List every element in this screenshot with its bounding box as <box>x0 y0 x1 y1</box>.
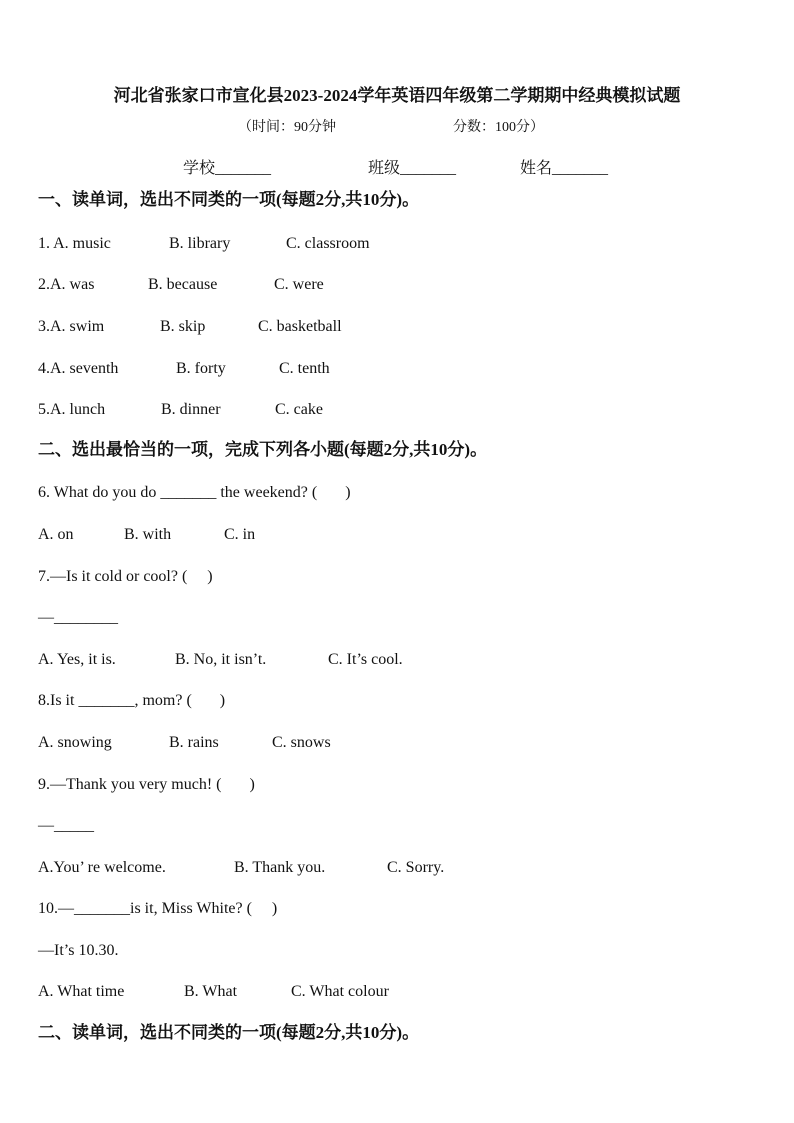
q8-stem: 8.Is it _______, mom? ( ) <box>38 692 226 709</box>
q3-option-a: 3.A. swim <box>38 318 105 335</box>
q2-option-b: B. because <box>148 276 218 293</box>
q3-option-c: C. basketball <box>258 318 342 335</box>
school-field[interactable]: 学校_______ <box>183 160 272 177</box>
q3-option-b: B. skip <box>160 318 206 335</box>
q7-option-a: A. Yes, it is. <box>38 651 116 668</box>
q1-option-a: 1. A. music <box>38 235 111 252</box>
q9-option-a: A.You’ re welcome. <box>38 859 166 876</box>
q7-stem: 7.—Is it cold or cool? ( ) <box>38 568 213 585</box>
section-heading-2: 二、选出最恰当的一项，完成下列各小题(每题2分,共10分)。 <box>38 440 488 459</box>
q6-option-c: C. in <box>224 526 256 543</box>
q5-option-b: B. dinner <box>161 401 221 418</box>
q5-option-a: 5.A. lunch <box>38 401 106 418</box>
q8-option-c: C. snows <box>272 734 331 751</box>
section-heading-1: 一、读单词，选出不同类的一项(每题2分,共10分)。 <box>38 190 420 209</box>
q6-stem: 6. What do you do _______ the weekend? ( ) <box>38 484 351 501</box>
q1-option-b: B. library <box>169 235 231 252</box>
q6-option-b: B. with <box>124 526 172 543</box>
q10-option-c: C. What colour <box>291 983 389 1000</box>
q7-option-b: B. No, it isn’t. <box>175 651 267 668</box>
q2-option-a: 2.A. was <box>38 276 95 293</box>
q1-option-c: C. classroom <box>286 235 370 252</box>
q7-option-c: C. It’s cool. <box>328 651 403 668</box>
q4-option-a: 4.A. seventh <box>38 360 119 377</box>
class-field[interactable]: 班级_______ <box>368 160 457 177</box>
exam-score: 分数：100分） <box>453 120 544 135</box>
section-heading-3: 二、读单词，选出不同类的一项(每题2分,共10分)。 <box>38 1023 420 1042</box>
q4-option-b: B. forty <box>176 360 226 377</box>
q8-option-a: A. snowing <box>38 734 112 751</box>
q4-option-c: C. tenth <box>279 360 330 377</box>
q9-option-c: C. Sorry. <box>387 859 445 876</box>
q9-option-b: B. Thank you. <box>234 859 326 876</box>
q2-option-c: C. were <box>274 276 324 293</box>
q9-answer-blank: —_____ <box>38 817 94 834</box>
q10-option-a: A. What time <box>38 983 125 1000</box>
q8-option-b: B. rains <box>169 734 219 751</box>
page-title: 河北省张家口市宣化县2023-2024学年英语四年级第二学期期中经典模拟试题 <box>113 86 681 105</box>
q5-option-c: C. cake <box>275 401 323 418</box>
q10-option-b: B. What <box>184 983 238 1000</box>
name-field[interactable]: 姓名_______ <box>520 160 609 177</box>
q7-answer-blank: —________ <box>38 609 118 626</box>
q6-option-a: A. on <box>38 526 74 543</box>
q10-answer: —It’s 10.30. <box>38 942 119 959</box>
exam-time: （时间：90分钟 <box>238 120 336 135</box>
q10-stem: 10.—_______is it, Miss White? ( ) <box>38 900 278 917</box>
q9-stem: 9.—Thank you very much! ( ) <box>38 776 255 793</box>
